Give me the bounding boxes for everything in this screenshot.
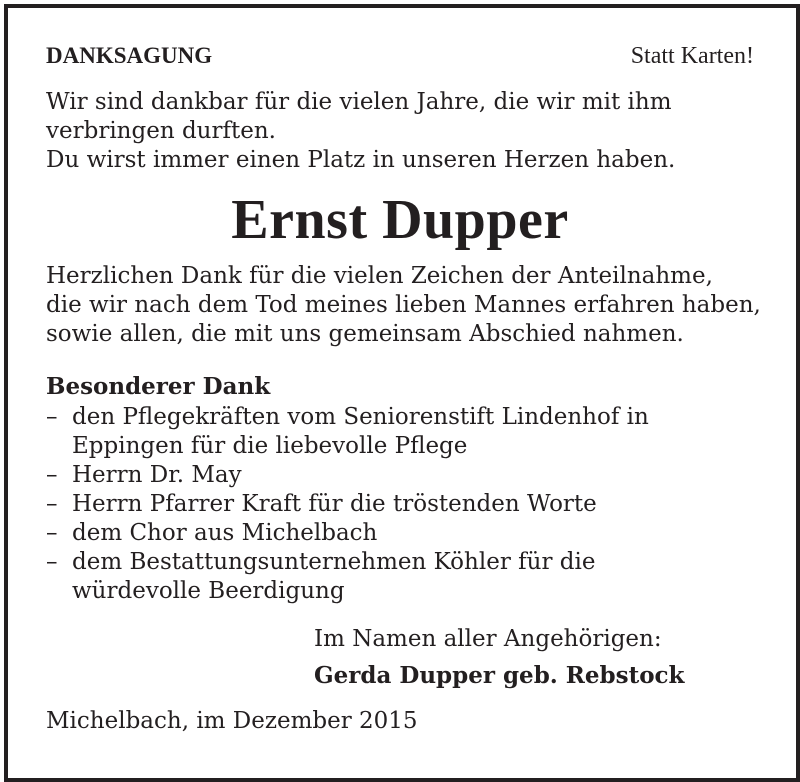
list-item — [46, 490, 649, 519]
thanks-text — [46, 262, 761, 349]
intro-line: verbringen durften. — [46, 118, 276, 144]
intro-line: Wir sind dankbar für die vielen Jahre, die wir mit ihm — [46, 89, 672, 115]
list-item — [46, 461, 649, 490]
list-item — [46, 548, 649, 606]
list-item — [46, 519, 649, 548]
signature-name: Gerda Dupper geb. Rebstock — [314, 662, 685, 689]
special-thanks-heading: Besonderer Dank — [46, 373, 271, 400]
thanks-line: sowie allen, die mit uns gemeinsam Abschied nahmen. — [46, 321, 684, 347]
list-dash: – — [46, 462, 58, 488]
signature-intro: Im Namen aller Angehörigen: — [314, 626, 662, 652]
intro-line: Du wirst immer einen Platz in unseren Herzen haben. — [46, 147, 676, 173]
thanks-line: Herzlichen Dank für die vielen Zeichen der Anteilnahme, — [46, 263, 713, 289]
place-date: Michelbach, im Dezember 2015 — [46, 708, 418, 734]
notice-heading: DANKSAGUNG — [46, 43, 213, 68]
list-item-line: dem Chor aus Michelbach — [72, 520, 378, 546]
list-item-line: Eppingen für die liebevolle Pflege — [72, 433, 468, 459]
list-dash: – — [46, 491, 58, 517]
list-dash: – — [46, 404, 58, 430]
deceased-name: Ernst Dupper — [231, 189, 569, 251]
intro-text — [46, 88, 675, 175]
list-dash: – — [46, 520, 58, 546]
thanks-line: die wir nach dem Tod meines lieben Mannes erfahren haben, — [46, 292, 761, 318]
list-item-line: würdevolle Beerdigung — [72, 578, 345, 604]
list-item-line: den Pflegekräften vom Seniorenstift Lindenhof in — [72, 404, 649, 430]
list-dash: – — [46, 549, 58, 575]
list-item-line: Herrn Dr. May — [72, 462, 242, 488]
list-item-line: dem Bestattungsunternehmen Köhler für die — [72, 549, 596, 575]
list-item — [46, 403, 649, 461]
notice-note: Statt Karten! — [630, 43, 754, 69]
list-item-line: Herrn Pfarrer Kraft für die tröstenden Worte — [72, 491, 597, 517]
special-thanks-list — [46, 403, 649, 606]
